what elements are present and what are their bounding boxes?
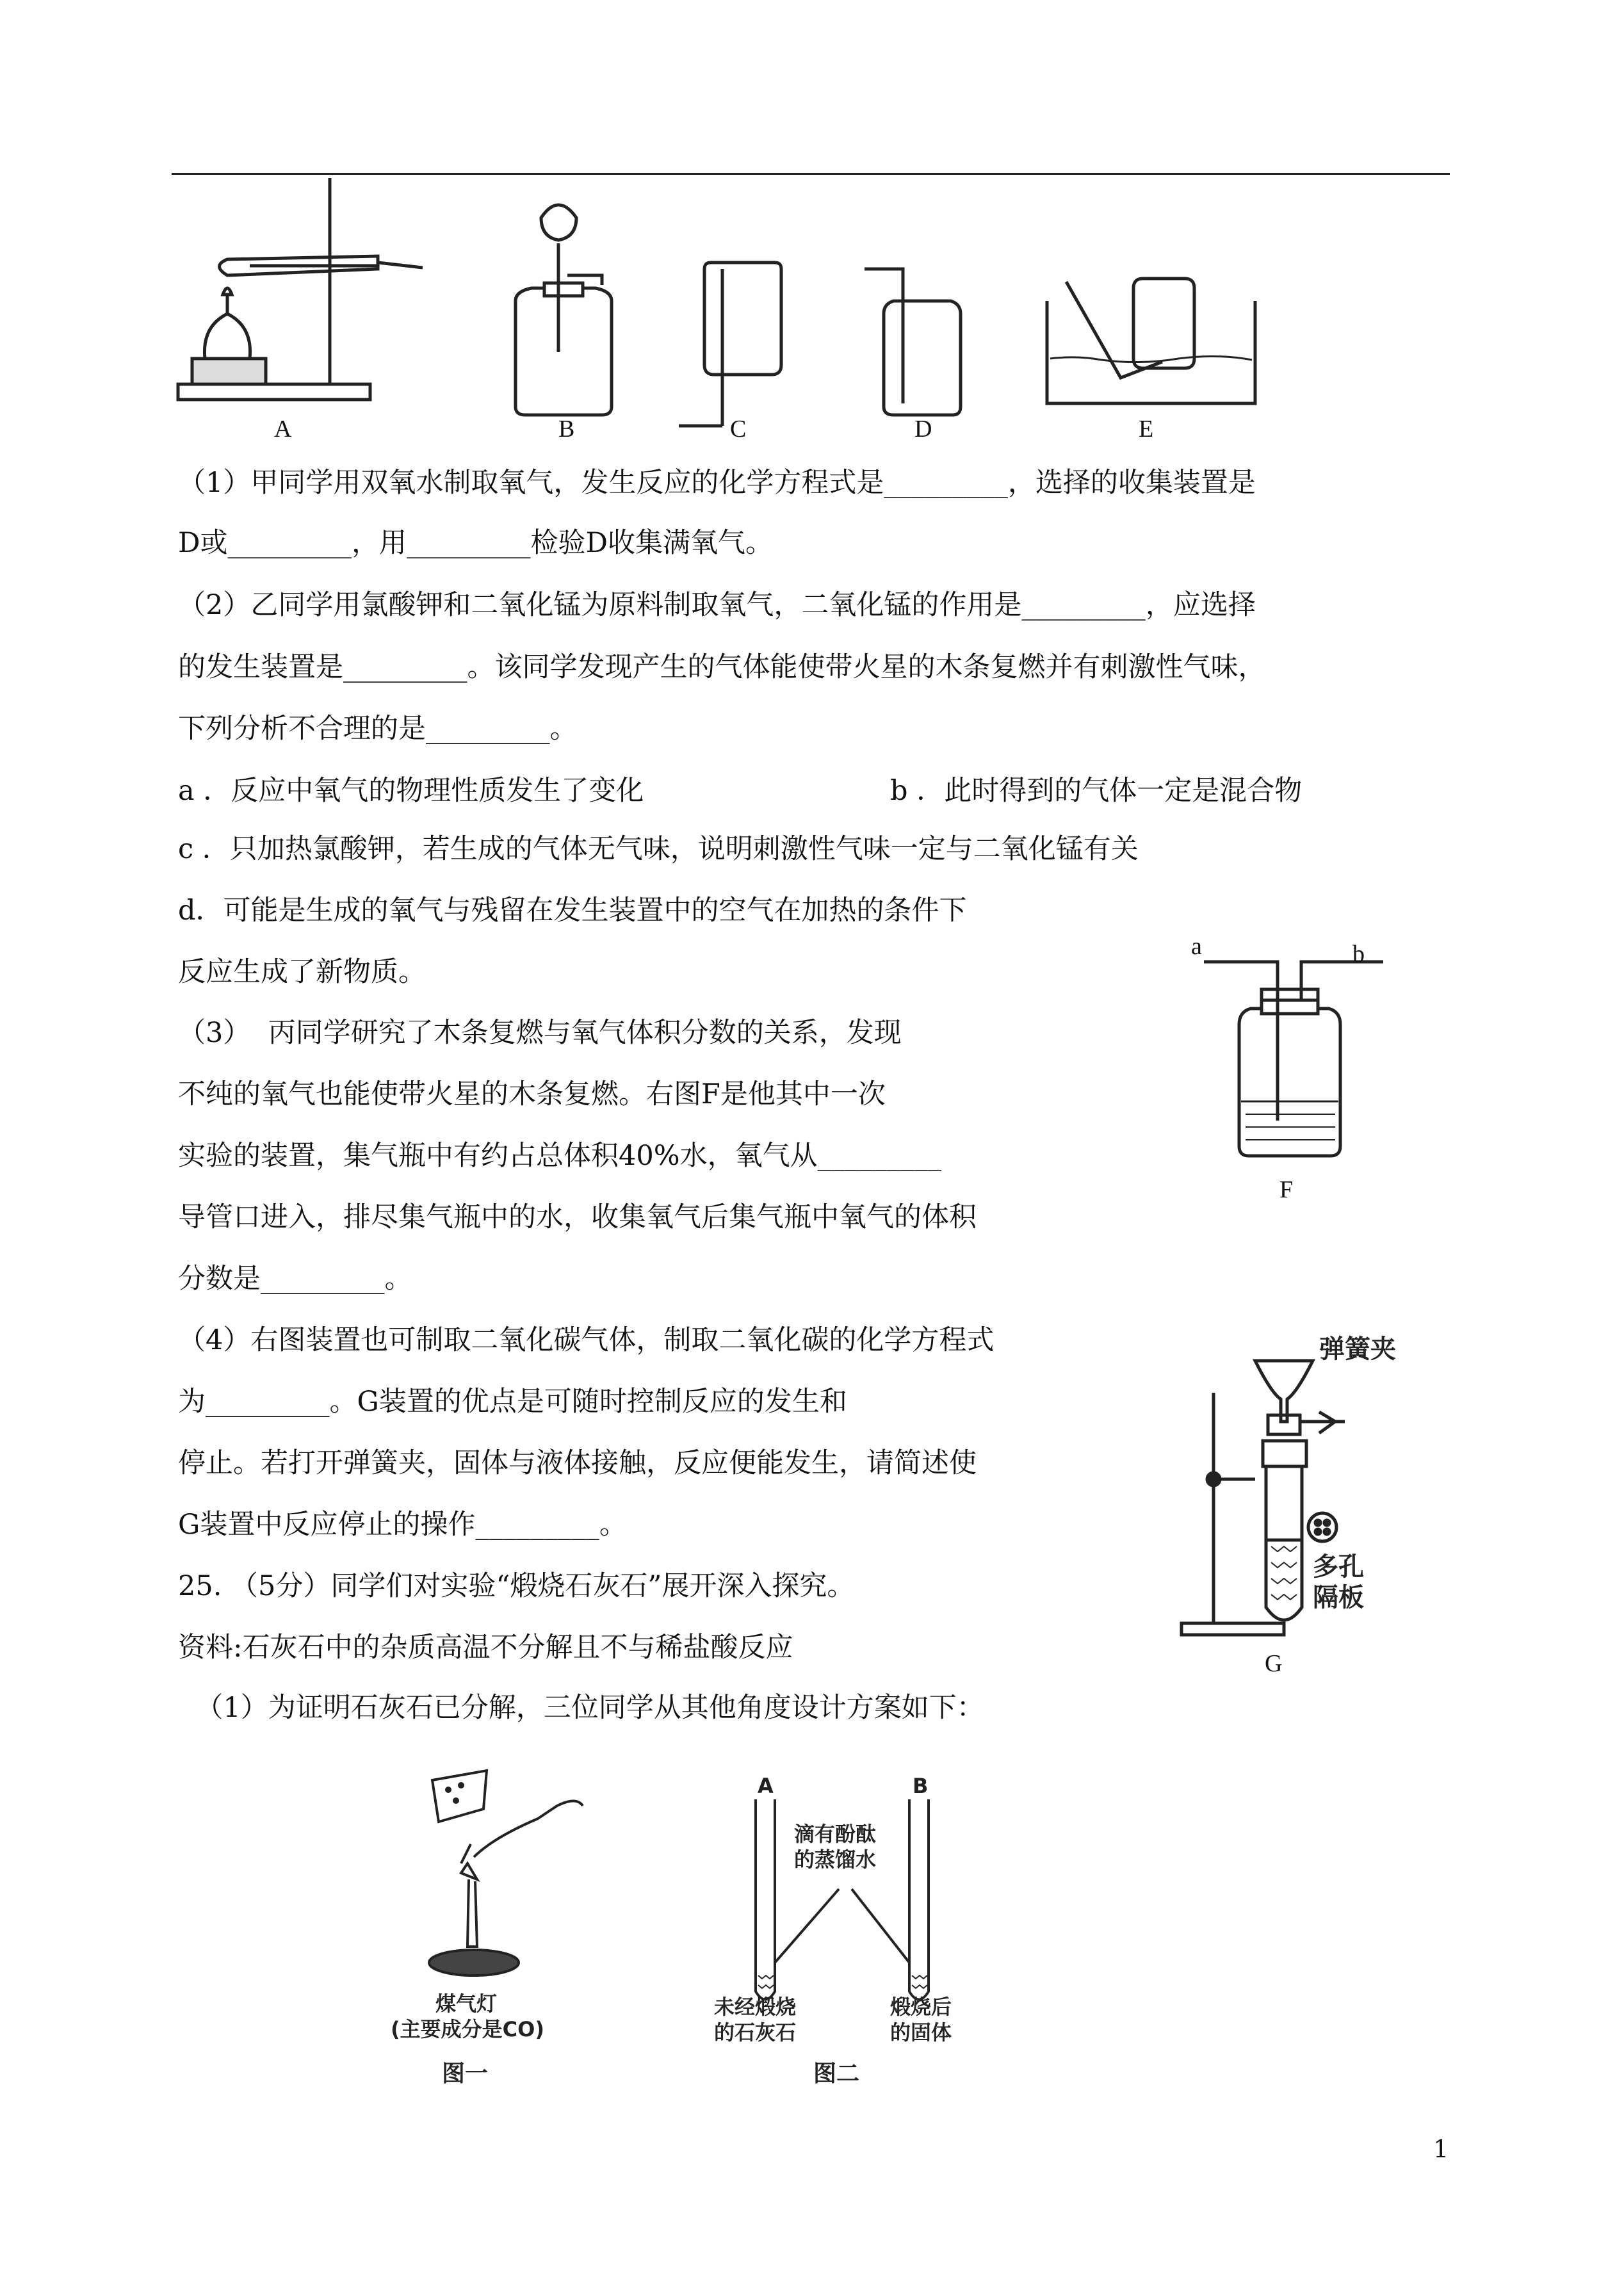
figure-g-label: G	[1265, 1650, 1283, 1677]
text-line: 导管口进入，排尽集气瓶中的水，收集氧气后集气瓶中氧气的体积	[178, 1201, 977, 1233]
reference-note: 资料:石灰石中的杂质高温不分解且不与稀盐酸反应	[178, 1632, 793, 1664]
apparatus-label-c: C	[730, 416, 747, 442]
text-line: 停止。若打开弹簧夹，固体与液体接触，反应便能发生，请简述使	[178, 1447, 977, 1479]
figure-2-tube-a: A	[758, 1774, 774, 1798]
figure-g-clamp-label: 弹簧夹	[1319, 1334, 1396, 1364]
figure-f-label: F	[1279, 1176, 1294, 1203]
apparatus-row-figure	[166, 173, 1287, 442]
text-line: 为_________。G装置的优点是可随时控制反应的发生和	[178, 1386, 847, 1418]
question-25-heading: 25. （5分）同学们对实验“煅烧石灰石”展开深入探究。	[178, 1570, 855, 1602]
figure-2-tube-b: B	[913, 1774, 929, 1798]
option-a: a ．反应中氧气的物理性质发生了变化	[178, 775, 644, 807]
figure-2-left-label-2: 的石灰石	[714, 2020, 797, 2045]
option-d: d．可能是生成的氧气与残留在发生装置中的空气在加热的条件下	[178, 895, 967, 927]
apparatus-label-d: D	[914, 416, 932, 442]
text-line: 反应生成了新物质。	[178, 956, 426, 988]
figure-g-plate-label-1: 多孔	[1313, 1552, 1364, 1582]
text-line: 的发生装置是_________。该同学发现产生的气体能使带火星的木条复燃并有刺激性气味，	[178, 651, 1266, 683]
text-line: 分数是_________。	[178, 1263, 412, 1295]
option-b: b ．此时得到的气体一定是混合物	[890, 775, 1303, 807]
text-line: （1）甲同学用双氧水制取氧气，发生反应的化学方程式是_________，选择的收集装置是	[178, 467, 1256, 499]
text-line: D或_________，用_________检验D收集满氧气。	[178, 527, 773, 559]
text-line: 不纯的氧气也能使带火星的木条复燃。右图F是他其中一次	[178, 1078, 886, 1110]
figure-1-lamp-note: (主要成分是CO)	[391, 2017, 544, 2041]
figure-g	[1178, 1332, 1422, 1691]
figure-2-right-label-2: 的固体	[890, 2020, 952, 2045]
text-line: 下列分析不合理的是_________。	[178, 713, 578, 745]
figure-g-plate-label-2: 隔板	[1313, 1583, 1364, 1612]
apparatus-label-b: B	[558, 416, 575, 442]
figure-2-water-label-1: 滴有酚酞	[794, 1822, 877, 1846]
text-line: （3） 丙同学研究了木条复燃与氧气体积分数的关系，发现	[178, 1017, 902, 1049]
figure-1	[371, 1767, 628, 2088]
figure-2-caption: 图二	[813, 2061, 860, 2087]
figure-1-lamp-label: 煤气灯	[435, 1991, 498, 2016]
figure-2-left-label-1: 未经煅烧	[714, 1995, 797, 2019]
text-line: （2）乙同学用氯酸钾和二氧化锰为原料制取氧气，二氧化锰的作用是_________，应选择	[178, 589, 1256, 621]
page-number: 1	[1433, 2135, 1449, 2163]
figure-2-water-label-2: 的蒸馏水	[794, 1847, 877, 1872]
figure-2-right-label-1: 煅烧后	[890, 1995, 952, 2019]
figure-f	[1191, 929, 1402, 1204]
apparatus-label-e: E	[1139, 416, 1154, 442]
figure-2	[704, 1767, 986, 2088]
option-c: c ．只加热氯酸钾，若生成的气体无气味，说明刺激性气味一定与二氧化锰有关	[178, 833, 1139, 865]
text-line: （4）右图装置也可制取二氧化碳气体，制取二氧化碳的化学方程式	[178, 1324, 995, 1356]
text-line: （1）为证明石灰石已分解，三位同学从其他角度设计方案如下：	[178, 1692, 984, 1724]
text-line: 实验的装置，集气瓶中有约占总体积40%水，氧气从_________	[178, 1140, 942, 1172]
figure-1-caption: 图一	[442, 2061, 489, 2087]
figure-f-port-a: a	[1191, 933, 1202, 960]
figure-f-port-b: b	[1352, 941, 1365, 968]
apparatus-label-a: A	[274, 416, 292, 442]
text-line: G装置中反应停止的操作_________。	[178, 1509, 627, 1541]
